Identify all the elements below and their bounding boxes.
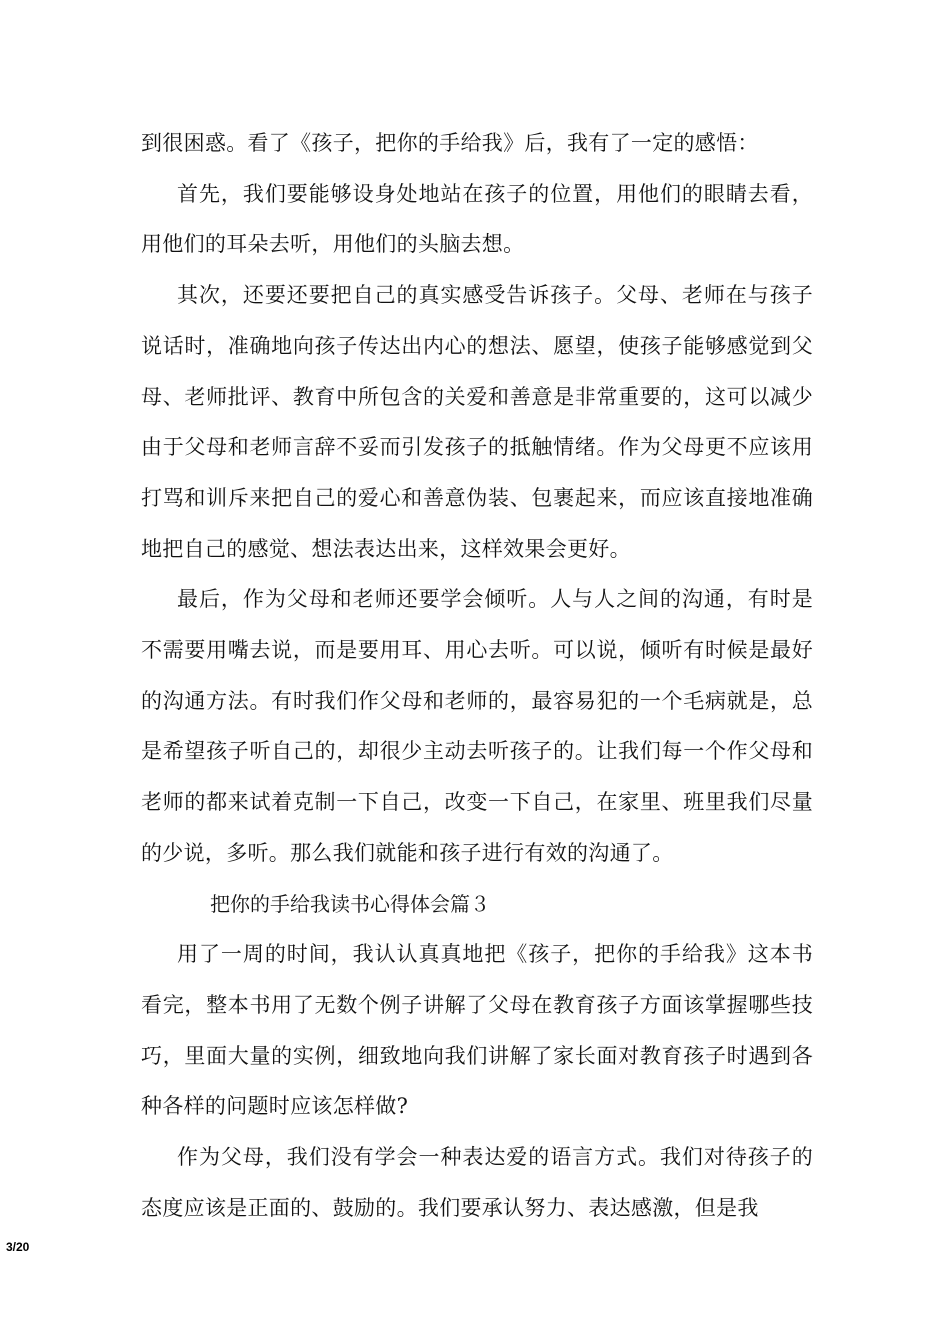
section-heading: 把你的手给我读书心得体会篇３ — [210, 891, 490, 916]
document-body — [141, 118, 813, 1233]
paragraph-first: 首先，我们要能够设身处地站在孩子的位置，用他们的眼睛去看，用他们的耳朵去听，用他们的头脑去想。 — [141, 181, 813, 257]
paragraph-continuation: 到很困惑。看了《孩子，把你的手给我》后，我有了一定的感悟： — [141, 131, 759, 155]
paragraph-review-intro: 用了一周的时间，我认认真真地把《孩子，把你的手给我》这本书看完，整本书用了无数个例子讲解了父母在教育孩子方面该掌握哪些技巧，里面大量的实例，细致地向我们讲解了家长面对教育孩子时遇到各种各样的问题时应该怎样做? — [141, 942, 813, 1119]
page-number: 3/20 — [6, 1240, 30, 1254]
paragraph-finally: 最后，作为父母和老师还要学会倾听。人与人之间的沟通，有时是不需要用嘴去说，而是要用耳、用心去听。可以说，倾听有时候是最好的沟通方法。有时我们作父母和老师的，最容易犯的一个毛病就是，总是希望孩子听自己的，却很少主动去听孩子的。让我们每一个作父母和老师的都来试着克制一下自己，改变一下自己，在家里、班里我们尽量的少说，多听。那么我们就能和孩子进行有效的沟通了。 — [141, 587, 813, 865]
paragraph-as-parents: 作为父母，我们没有学会一种表达爱的语言方式。我们对待孩子的态度应该是正面的、鼓励的。我们要承认努力、表达感激，但是我 — [141, 1145, 813, 1220]
paragraph-second: 其次，还要还要把自己的真实感受告诉孩子。父母、老师在与孩子说话时，准确地向孩子传达出内心的想法、愿望，使孩子能够感觉到父母、老师批评、教育中所包含的关爱和善意是非常重要的，这可以减少由于父母和老师言辞不妥而引发孩子的抵触情绪。作为父母更不应该用打骂和训斥来把自己的爱心和善意伪装、包裹起来，而应该直接地准确地把自己的感觉、想法表达出来，这样效果会更好。 — [141, 283, 813, 561]
